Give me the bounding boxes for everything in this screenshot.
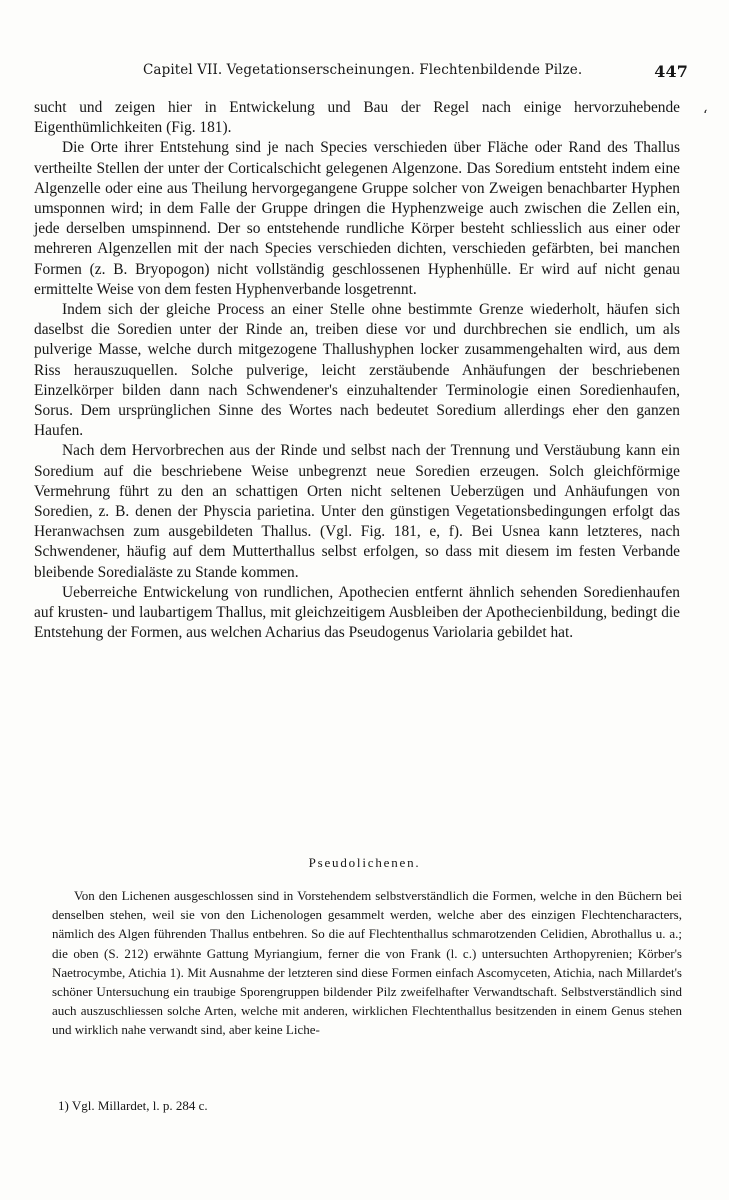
margin-mark: ʻ: [703, 108, 708, 124]
footnote: 1) Vgl. Millardet, l. p. 284 c.: [58, 1098, 208, 1113]
section-text: [52, 886, 682, 1040]
section-heading: Pseudolichenen.: [308, 855, 421, 870]
header-title: Capitel VII. Vegetationserscheinungen. Flechtenbildende Pilze.: [143, 62, 583, 78]
paragraph-2: Die Orte ihrer Entstehung sind je nach Species verschieden über Fläche oder Rand des Thallus vertheilte Stellen der unter der Corticalschicht gelegenen Algenzone. Das Soredium entsteht indem eine Algenzelle oder eine aus Theilung hervorgegangene Gruppe solcher von Zweigen benachbarter Hyphen umsponnen wird; in dem Falle der Gruppe dringen die Hyphenzweige auch zwischen die Zellen ein, jede derselben umspinnend. Der so entstehende rundliche Körper besteht schliesslich aus einer oder mehreren Algenzellen mit der nach Species verschieden dichten, verschieden gefärbten, bei manchen Formen (z. B. Bryopogon) nicht vollständig geschlossenen Hyphenhülle. Er wird auf nicht genau ermittelte Weise von dem festen Hyphenverbande losgetrennt.: [34, 139, 680, 298]
running-header: [143, 62, 688, 84]
paragraph-1: sucht und zeigen hier in Entwickelung und Bau der Regel nach einige hervorzuhebende Eigenthümlichkeiten (Fig. 181).: [34, 99, 680, 137]
paragraph-5: Ueberreiche Entwickelung von rundlichen, Apothecien entfernt ähnlich sehenden Soredienhaufen auf krusten- und laubartigem Thallus, mit gleichzeitigem Ausbleiben der Apothecienbildung, bedingt die Entstehung der Formen, aus welchen Acharius das Pseudogenus Variolaria gebildet hat.: [34, 583, 680, 642]
page-number: 447: [654, 62, 688, 81]
paragraph-4: Nach dem Hervorbrechen aus der Rinde und selbst nach der Trennung und Verstäubung kann ein Soredium auf die beschriebene Weise unbegrenzt neue Soredien erzeugen. Solch gleichförmige Vermehrung führt zu den an schattigen Orten nicht seltenen Ueberzügen und Anhäufungen von Soredien, z. B. denen der Physcia parietina. Unter den günstigen Vegetationsbedingungen erfolgt das Heranwachsen zum ausgebildeten Thallus. (Vgl. Fig. 181, e, f). Bei Usnea kann letzteres, nach Schwendener, häufig auf dem Mutterthallus selbst erfolgen, so dass mit diesem im festen Verbande bleibende Soredialäste zu Stande kommen.: [34, 442, 680, 581]
main-text: [34, 98, 680, 643]
section-paragraph: Von den Lichenen ausgeschlossen sind in Vorstehendem selbstverständlich die Formen, welche in den Büchern bei denselben stehen, weil sie von den Lichenologen gesammelt werden, welche aber des einzigen Flechtencharacters, nämlich des Algen führenden Thallus entbehren. So die auf Flechtenthallus schmarotzenden Celidien, Abrothallus u. a.; die oben (S. 212) erwähnte Gattung Myriangium, ferner die von Frank (l. c.) untersuchten Arthopyrenien; Körber's Naetrocymbe, Atichia 1). Mit Ausnahme der letzteren sind diese Formen einfach Ascomyceten, Atichia, nach Millardet's schöner Untersuchung ein traubige Sporengruppen bildender Pilz zweifelhafter Verwandtschaft. Selbstverständlich sind auch auszuschliessen solche Arten, welche mit anderen, wirklichen Flechtenthallus besitzenden in einem Genus stehen und wirklich nahe verwandt sind, aber keine Liche-: [52, 888, 682, 1038]
paragraph-3: Indem sich der gleiche Process an einer Stelle ohne bestimmte Grenze wiederholt, häufen sich daselbst die Soredien unter der Rinde an, treiben diese vor und durchbrechen sie endlich, um als pulverige Masse, welche durch mitgezogene Thallushyphen locker zusammengehalten wird, aus dem Riss herauszuquellen. Solche pulverige, leicht zerstäubende Anhäufungen der beschriebenen Einzelkörper bilden dann nach Schwendener's einzuhaltender Terminologie einen Soredienhaufen, Sorus. Dem ursprünglichen Sinne des Wortes nach bedeutet Soredium allerdings eher den ganzen Haufen.: [34, 301, 680, 440]
